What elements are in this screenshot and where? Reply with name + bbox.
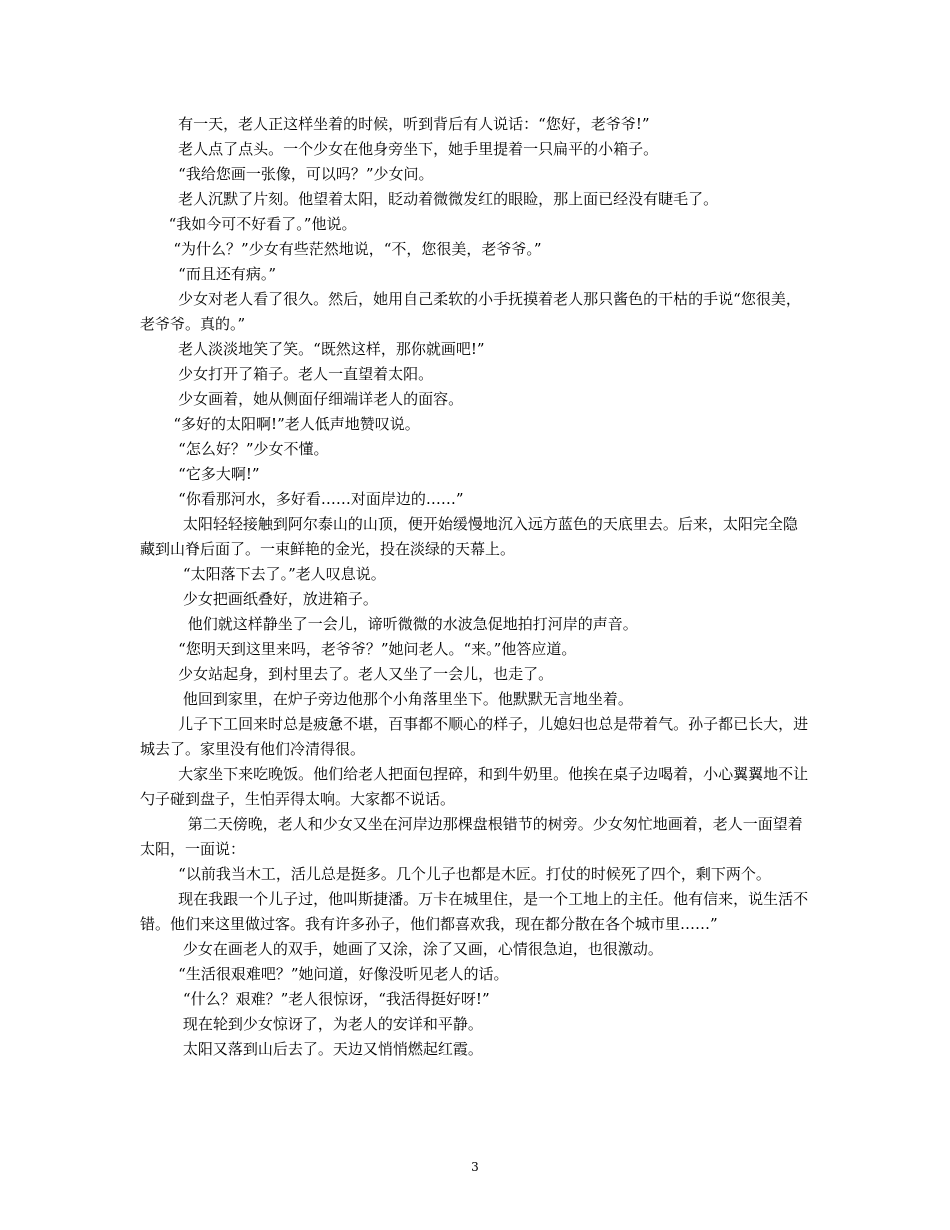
paragraph-18: 少女把画纸叠好，放进箱子。 [140, 590, 378, 608]
paragraph-10: 少女打开了箱子。老人一直望着太阳。 [140, 365, 434, 383]
paragraph-5: “我如今可不好看了。”他说。 [140, 215, 357, 233]
paragraph-29: “生活很艰难吧？”她问道，好像没听见老人的话。 [140, 965, 509, 983]
paragraph-31: 现在轮到少女惊讶了，为老人的安详和平静。 [140, 1015, 483, 1033]
paragraph-30: “什么？艰难？”老人很惊讶，“我活得挺好呀!” [140, 990, 490, 1008]
paragraph-1: 有一天，老人正这样坐着的时候，听到背后有人说话：“您好，老爷爷!” [140, 115, 650, 133]
paragraph-23: 儿子下工回来时总是疲惫不堪，百事都不顺心的样子，儿媳妇也总是带着气。孙子都已长大，进城去了。家里没有他们冷清得很。 [140, 715, 809, 758]
paragraph-21: 少女站起身，到村里去了。老人又坐了一会儿，也走了。 [140, 665, 554, 683]
paragraph-13: “怎么好？”少女不懂。 [140, 440, 329, 458]
paragraph-32: 太阳又落到山后去了。天边又悄悄燃起红霞。 [140, 1040, 483, 1058]
paragraph-4: 老人沉默了片刻。他望着太阳，眨动着微微发红的眼睑，那上面已经没有睫毛了。 [140, 190, 719, 208]
paragraph-17: “太阳落下去了。”老人叹息说。 [140, 565, 386, 583]
paragraph-8: 少女对老人看了很久。然后，她用自己柔软的小手抚摸着老人那只酱色的干枯的手说“您很美，老爷爷。真的。” [140, 290, 801, 333]
paragraph-3: “我给您画一张像，可以吗？”少女问。 [140, 165, 434, 183]
paragraph-19: 他们就这样静坐了一会儿，谛听微微的水波急促地拍打河岸的声音。 [140, 615, 638, 633]
page-number: 3 [471, 1160, 479, 1174]
paragraph-14: “它多大啊!” [140, 465, 260, 483]
paragraph-9: 老人淡淡地笑了笑。“既然这样，那你就画吧!” [140, 340, 485, 358]
paragraph-24: 大家坐下来吃晚饭。他们给老人把面包捏碎，和到牛奶里。他挨在桌子边喝着，小心翼翼地不让勺子碰到盘子，生怕弄得太响。大家都不说话。 [140, 765, 809, 808]
paragraph-11: 少女画着，她从侧面仔细端详老人的面容。 [140, 390, 464, 408]
paragraph-27: 现在我跟一个儿子过，他叫斯捷潘。万卡在城里住，是一个工地上的主任。他有信来，说生活不错。他们来这里做过客。我有许多孙子，他们都喜欢我，现在都分散在各个城市里……” [140, 890, 809, 933]
paragraph-22: 他回到家里，在炉子旁边他那个小角落里坐下。他默默无言地坐着。 [140, 690, 633, 708]
document-body [140, 112, 812, 1062]
paragraph-6: “为什么？”少女有些茫然地说，“不，您很美，老爷爷。” [140, 240, 542, 258]
paragraph-20: “您明天到这里来吗，老爷爷？”她问老人。“来。”他答应道。 [140, 640, 577, 658]
paragraph-25: 第二天傍晚，老人和少女又坐在河岸边那棵盘根错节的树旁。少女匆忙地画着，老人一面望着太阳，一面说： [140, 815, 803, 858]
paragraph-12: “多好的太阳啊!”老人低声地赞叹说。 [140, 415, 420, 433]
paragraph-15: “你看那河水，多好看……对面岸边的……” [140, 490, 464, 508]
paragraph-26: “以前我当木工，活儿总是挺多。几个儿子也都是木匠。打仗的时候死了四个，剩下两个。 [140, 865, 771, 883]
paragraph-16: 太阳轻轻接触到阿尔泰山的山顶，便开始缓慢地沉入远方蓝色的天底里去。后来，太阳完全隐藏到山脊后面了。一束鲜艳的金光，投在淡绿的天幕上。 [140, 515, 798, 558]
paragraph-2: 老人点了点头。一个少女在他身旁坐下，她手里提着一只扁平的小箱子。 [140, 140, 659, 158]
paragraph-28: 少女在画老人的双手，她画了又涂，涂了又画，心情很急迫，也很激动。 [140, 940, 663, 958]
paragraph-7: “而且还有病。” [140, 265, 276, 283]
